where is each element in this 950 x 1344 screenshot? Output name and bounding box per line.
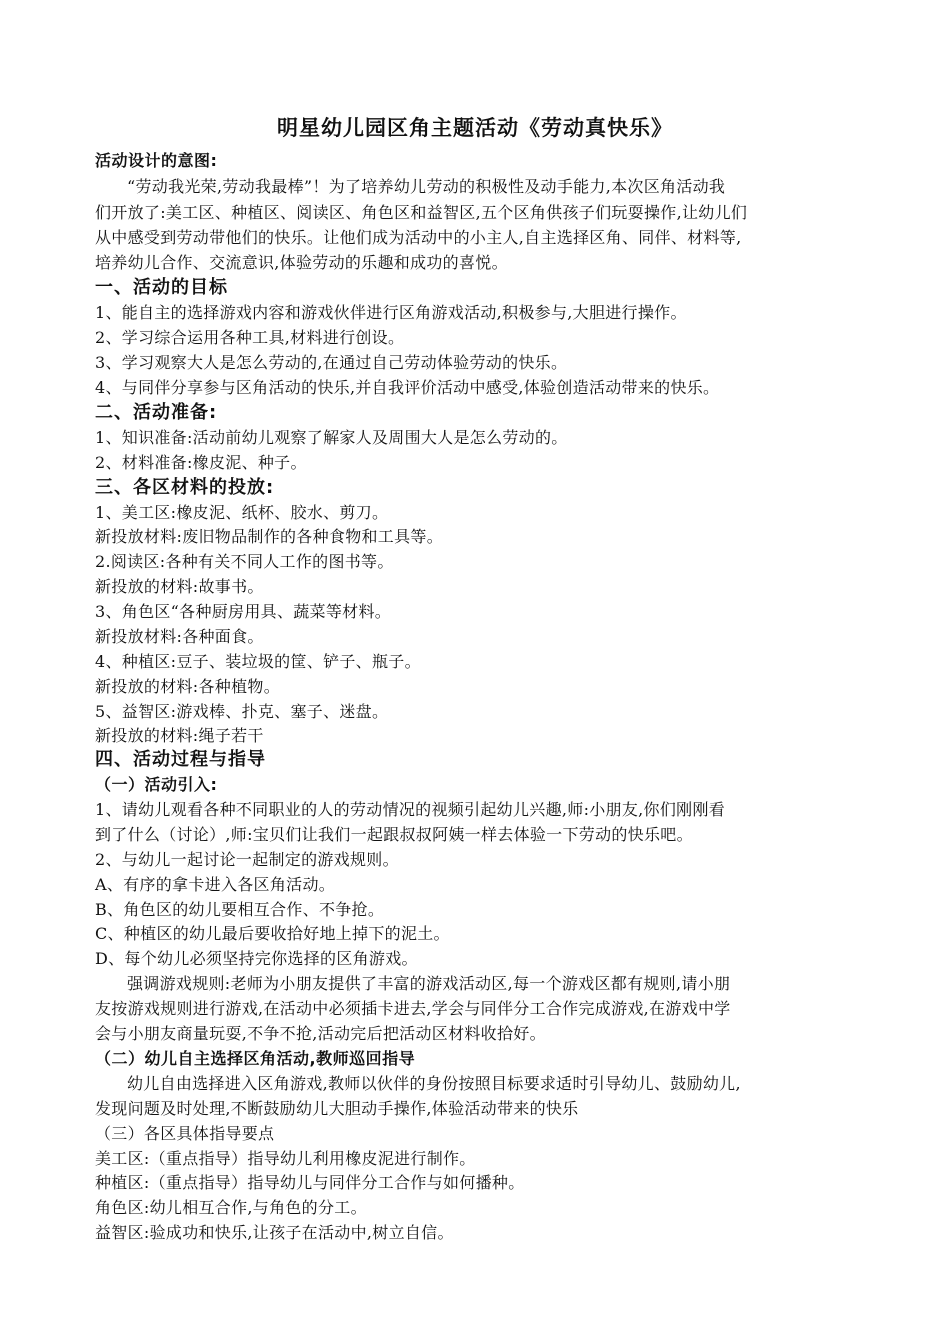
rule-item: B、角色区的幼儿要相互合作、不争抢。 [95, 900, 385, 919]
intro-line: 2、与幼儿一起讨论一起制定的游戏规则。 [95, 850, 399, 869]
self-select-line: 幼儿自由选择进入区角游戏,教师以伙伴的身份按照目标要求适时引导幼儿、鼓励幼儿, [127, 1074, 741, 1093]
rule-item: C、种植区的幼儿最后要收拾好地上掉下的泥土。 [95, 924, 450, 943]
prep-item: 2、材料准备:橡皮泥、种子。 [95, 453, 307, 472]
intro-line: 1、请幼儿观看各种不同职业的人的劳动情况的视频引起幼儿兴趣,师:小朋友,你们刚刚看 [95, 800, 726, 819]
guide-heading: （三）各区具体指导要点 [95, 1124, 275, 1143]
goal-item: 1、能自主的选择游戏内容和游戏伙伴进行区角游戏活动,积极参与,大胆进行操作。 [95, 303, 687, 322]
self-select-line: 发现问题及时处理,不断鼓励幼儿大胆动手操作,体验活动带来的快乐 [95, 1099, 579, 1118]
materials-item: 新投放材料:废旧物品制作的各种食物和工具等。 [95, 527, 443, 546]
intent-line: 从中感受到劳动带他们的快乐。让他们成为活动中的小主人,自主选择区角、同伴、材料等, [95, 228, 742, 247]
intent-line: “劳动我光荣,劳动我最棒”！为了培养幼儿劳动的积极性及动手能力,本次区角活动我 [127, 177, 726, 196]
guide-line: 美工区:（重点指导）指导幼儿利用橡皮泥进行制作。 [95, 1149, 476, 1168]
rules-line: 强调游戏规则:老师为小朋友提供了丰富的游戏活动区,每一个游戏区都有规则,请小朋 [127, 974, 731, 993]
materials-heading: 三、各区材料的投放: [95, 477, 275, 498]
rules-line: 会与小朋友商量玩耍,不争不抢,活动完后把活动区材料收拾好。 [95, 1024, 546, 1043]
intro-line: 到了什么（讨论）,师:宝贝们让我们一起跟叔叔阿姨一样去体验一下劳动的快乐吧。 [95, 825, 693, 844]
intro-heading: （一）活动引入: [95, 775, 218, 794]
guide-line: 种植区:（重点指导）指导幼儿与同伴分工合作与如何播种。 [95, 1173, 525, 1192]
intent-heading: 活动设计的意图: [95, 151, 218, 170]
materials-item: 新投放材料:各种面食。 [95, 627, 264, 646]
guide-line: 角色区:幼儿相互合作,与角色的分工。 [95, 1198, 367, 1217]
materials-item: 4、种植区:豆子、装垃圾的筐、铲子、瓶子。 [95, 652, 421, 671]
intent-line: 们开放了:美工区、种植区、阅读区、角色区和益智区,五个区角供孩子们玩耍操作,让幼儿们 [95, 203, 748, 222]
page-title: 明星幼儿园区角主题活动《劳动真快乐》 [277, 116, 673, 140]
materials-item: 新投放的材料:故事书。 [95, 577, 264, 596]
intent-line: 培养幼儿合作、交流意识,体验劳动的乐趣和成功的喜悦。 [95, 253, 508, 272]
materials-item: 5、益智区:游戏棒、扑克、塞子、迷盘。 [95, 702, 389, 721]
process-heading: 四、活动过程与指导 [95, 749, 266, 770]
materials-item: 2.阅读区:各种有关不同人工作的图书等。 [95, 552, 394, 571]
materials-item: 1、美工区:橡皮泥、纸杯、胶水、剪刀。 [95, 503, 389, 522]
materials-item: 新投放的材料:绳子若干 [95, 726, 264, 745]
goals-heading: 一、活动的目标 [95, 277, 228, 298]
goal-item: 4、与同伴分享参与区角活动的快乐,并自我评价活动中感受,体验创造活动带来的快乐。 [95, 378, 720, 397]
rule-item: A、有序的拿卡进入各区角活动。 [95, 875, 336, 894]
guide-line: 益智区:验成功和快乐,让孩子在活动中,树立自信。 [95, 1223, 454, 1242]
goal-item: 2、学习综合运用各种工具,材料进行创设。 [95, 328, 405, 347]
prep-heading: 二、活动准备: [95, 402, 218, 423]
self-select-heading: （二）幼儿自主选择区角活动,教师巡回指导 [95, 1049, 416, 1068]
goal-item: 3、学习观察大人是怎么劳动的,在通过自己劳动体验劳动的快乐。 [95, 353, 568, 372]
materials-item: 3、角色区“各种厨房用具、蔬菜等材料。 [95, 602, 392, 621]
prep-item: 1、知识准备:活动前幼儿观察了解家人及周围大人是怎么劳动的。 [95, 428, 568, 447]
materials-item: 新投放的材料:各种植物。 [95, 677, 280, 696]
rules-line: 友按游戏规则进行游戏,在活动中必须插卡进去,学会与同伴分工合作完成游戏,在游戏中学 [95, 999, 731, 1018]
rule-item: D、每个幼儿必须坚持完你选择的区角游戏。 [95, 949, 418, 968]
